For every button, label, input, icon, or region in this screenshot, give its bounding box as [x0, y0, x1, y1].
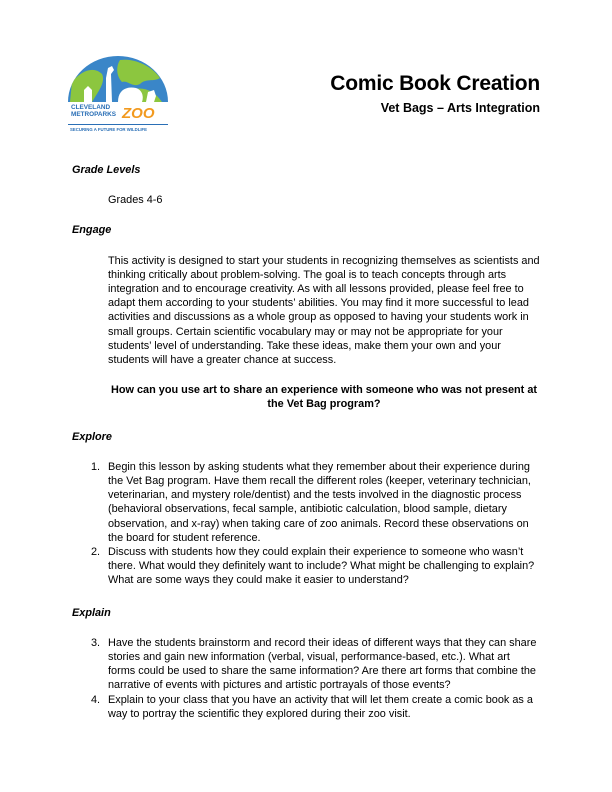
page-title: Comic Book Creation [330, 72, 540, 95]
svg-text:METROPARKS: METROPARKS [71, 111, 116, 118]
explore-list [72, 460, 540, 588]
list-item-number: 1. [91, 460, 101, 473]
list-item-number: 3. [91, 636, 101, 649]
list-item [91, 460, 540, 545]
list-item-text: Explain to your class that you have an activity that will let them create a comic book as a way to portray the scientific they explored during their zoo visit. [108, 693, 533, 720]
engage-body: This activity is designed to start your students in recognizing themselves as scientists and thinking critically about problem-solving. The goal is to teach concepts through arts integration and to encourage creativity. As with all lessons provided, please feel free to adapt them according to your students’ abilities. You may find it more successful to lead activities and discussions as a whole group as opposed to having your students work in small groups. Certain scientific vocabulary may or may not be appropriate for your students’ level of understanding. Take these ideas, make them your own and your students will have a greater chance at success. [108, 254, 540, 367]
cleveland-metroparks-zoo-logo [62, 52, 174, 136]
list-item [91, 636, 540, 693]
list-item-text: Begin this lesson by asking students what they remember about their experience during the Vet Bag program. Have them recall the different roles (keeper, veterinary technician, veterinarian, and mystery role/dentist) and the tests involved in the diagnostic process (behavioral observations, fecal sample, antibiotic calculation, blood sample, dietary observation, and x-ray) when taking care of zoo animals. Record these observations on the board for student reference. [108, 460, 531, 544]
zoo-logo-graphic [62, 52, 174, 136]
guiding-question: How can you use art to share an experience with someone who was not present at the Vet Bag program? [110, 384, 538, 411]
list-item [91, 545, 540, 588]
lesson-content [72, 163, 540, 721]
list-item-text: Have the students brainstorm and record their ideas of different ways that they can share stories and gain new information (verbal, visual, performance-based, etc.). What art forms could be used to share the same information? Are there art forms that combine the narrative of events with pictures and artistic portrayals of those events? [108, 636, 537, 692]
list-item-text: Discuss with students how they could explain their experience to someone who wasn’t there. What would they definitely want to include? What might be challenging to explain? What are some ways they could make it easier to understand? [108, 546, 535, 587]
explain-heading: Explain [72, 606, 111, 619]
logo-tagline: SECURING A FUTURE FOR WILDLIFE [70, 127, 148, 132]
svg-text:ZOO: ZOO [122, 105, 155, 122]
page-subtitle: Vet Bags – Arts Integration [380, 101, 540, 115]
explain-list [72, 636, 540, 721]
list-item-number: 2. [91, 546, 101, 559]
grade-levels-value: Grades 4-6 [108, 194, 163, 207]
explore-heading: Explore [72, 430, 112, 443]
list-item-number: 4. [91, 693, 101, 706]
svg-text:CLEVELAND: CLEVELAND [71, 104, 111, 111]
engage-heading: Engage [72, 224, 112, 237]
list-item [91, 693, 540, 721]
grade-levels-heading: Grade Levels [72, 164, 141, 176]
